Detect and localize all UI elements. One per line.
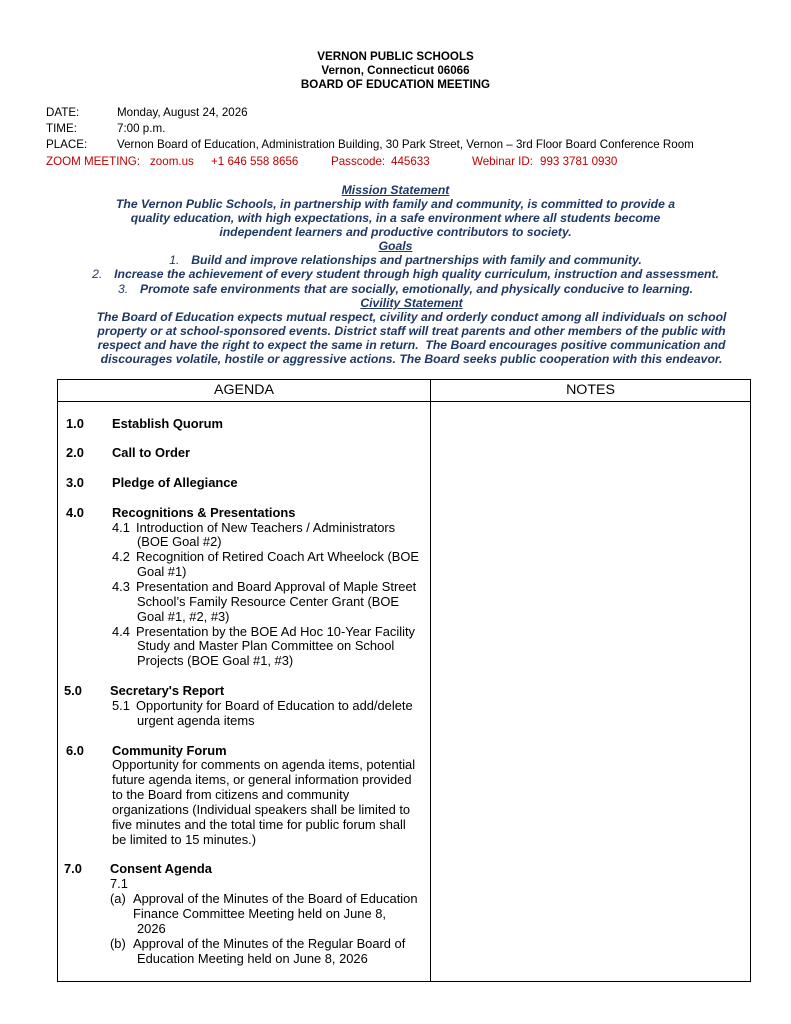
consent-item-label: (a) xyxy=(110,891,126,907)
zoom-site: zoom.us xyxy=(150,155,194,168)
agenda-item-title: Secretary's Report xyxy=(110,683,225,699)
agenda-subitem-5-1 xyxy=(58,699,430,729)
subitem-row xyxy=(58,535,430,550)
subitem-text-line: (BOE Goal #2) xyxy=(137,534,222,550)
district-name: VERNON PUBLIC SCHOOLS xyxy=(317,50,474,63)
agenda-item-call-to-order xyxy=(58,446,430,461)
subitem-number: 4.4 xyxy=(112,623,130,639)
subitem-row xyxy=(58,610,430,625)
notes-column-header: NOTES xyxy=(566,382,615,398)
place-label: PLACE: xyxy=(46,138,88,151)
agenda-column xyxy=(58,402,430,966)
civility-line: respect and have the right to expect the same in return. The Board encourages positive communication and xyxy=(97,337,726,352)
passcode: 445633 xyxy=(391,155,430,168)
mission-line: quality education, with high expectations, in a safe environment where all students become xyxy=(130,211,661,226)
description-row xyxy=(58,818,430,833)
subitem-row xyxy=(58,714,430,729)
subitem-row xyxy=(58,521,430,536)
agenda-item-title: Recognitions & Presentations xyxy=(112,504,296,520)
line-spacer xyxy=(58,491,430,506)
consent-row xyxy=(58,922,430,937)
consent-item-b xyxy=(58,937,430,967)
subitem-text-line: Presentation and Board Approval of Maple Street xyxy=(136,579,417,595)
meeting-time: 7:00 p.m. xyxy=(117,122,166,135)
description-line: Opportunity for comments on agenda items, potential xyxy=(112,757,416,773)
agenda-subitem-4-1 xyxy=(58,521,430,551)
agenda-subitem-4-4 xyxy=(58,625,430,670)
goal-text: Build and improve relationships and partnerships with family and community. xyxy=(191,253,642,268)
date-label: DATE: xyxy=(46,106,80,119)
description-line: to the Board from citizens and community xyxy=(112,787,350,803)
section-row xyxy=(58,877,430,892)
line-spacer xyxy=(58,848,430,863)
subitem-row xyxy=(58,550,430,565)
time-row xyxy=(46,121,694,137)
agenda-item-title: Community Forum xyxy=(112,742,227,758)
mission-line: independent learners and productive contributors to society. xyxy=(219,225,572,240)
consent-row xyxy=(58,952,430,967)
line-spacer xyxy=(58,431,430,446)
subitem-number: 4.1 xyxy=(112,519,130,535)
agenda-item-number: 1.0 xyxy=(66,415,84,431)
agenda-item-heading-row xyxy=(58,862,430,877)
agenda-item-secretarys-report xyxy=(58,684,430,729)
civility-line: The Board of Education expects mutual respect, civility and orderly conduct among all individuals on school xyxy=(96,309,727,324)
description-row xyxy=(58,833,430,848)
agenda-item-number: 4.0 xyxy=(66,504,84,520)
subitem-row xyxy=(58,565,430,580)
description-line: be limited to 15 minutes.) xyxy=(112,831,257,847)
zoom-meeting-info xyxy=(0,154,791,170)
agenda-item-number: 3.0 xyxy=(66,475,84,491)
table-header-row xyxy=(58,380,750,402)
mission-heading: Mission Statement xyxy=(341,183,450,197)
subitem-row xyxy=(58,595,430,610)
passcode-label: Passcode: xyxy=(331,155,386,168)
goal-item xyxy=(10,282,791,296)
subitem-text-line: urgent agenda items xyxy=(137,712,255,728)
description-row xyxy=(58,773,430,788)
mission-line: The Vernon Public Schools, in partnership with family and community, is committed to provide a xyxy=(115,197,676,212)
time-label: TIME: xyxy=(46,122,77,135)
subitem-text-line: Presentation by the BOE Ad Hoc 10-Year Facility xyxy=(136,623,415,639)
agenda-subitem-4-2 xyxy=(58,550,430,580)
subitem-text-line: School’s Family Resource Center Grant (BOE xyxy=(137,593,399,609)
webinar-id-label: Webinar ID: xyxy=(472,155,533,168)
agenda-item-number: 7.0 xyxy=(64,861,82,877)
agenda-item-number: 5.0 xyxy=(64,683,82,699)
subitem-text-line: Goal #1, #2, #3) xyxy=(137,608,230,624)
goal-item xyxy=(10,253,791,267)
subitem-row xyxy=(58,625,430,640)
agenda-item-community-forum xyxy=(58,744,430,848)
consent-item-text-line: Approval of the Minutes of the Regular Board of xyxy=(133,935,406,951)
consent-row xyxy=(58,907,430,922)
meeting-place: Vernon Board of Education, Administration Building, 30 Park Street, Vernon – 3rd Floor Board Conference Room xyxy=(117,138,694,151)
notes-column xyxy=(431,402,750,981)
subitem-number: 4.3 xyxy=(112,579,130,595)
description-line: organizations (Individual speakers shall be limited to xyxy=(112,801,411,817)
agenda-item-title: Establish Quorum xyxy=(112,415,224,431)
agenda-item-pledge-of-allegiance xyxy=(58,476,430,491)
zoom-phone: +1 646 558 8656 xyxy=(211,155,299,168)
section-number: 7.1 xyxy=(110,876,128,892)
webinar-id: 993 3781 0930 xyxy=(540,155,618,168)
agenda-item-title: Call to Order xyxy=(112,445,191,461)
zoom-label: ZOOM MEETING: xyxy=(46,155,141,168)
agenda-item-heading-row xyxy=(58,744,430,759)
line-spacer xyxy=(58,461,430,476)
agenda-item-recognitions-presentations xyxy=(58,506,430,669)
agenda-item-consent-agenda xyxy=(58,862,430,966)
description-line: future agenda items, or general information provided xyxy=(112,772,412,788)
description-row xyxy=(58,758,430,773)
goal-number: 3. xyxy=(117,281,129,296)
consent-item-text-line: Education Meeting held on June 8, 2026 xyxy=(137,950,368,966)
line-spacer xyxy=(58,669,430,684)
goal-number: 2. xyxy=(92,267,103,282)
subitem-number: 4.2 xyxy=(112,549,130,565)
subitem-row xyxy=(58,699,430,714)
agenda-table xyxy=(57,379,751,982)
meeting-date: Monday, August 24, 2026 xyxy=(117,106,248,119)
subitem-text-line: Recognition of Retired Coach Art Wheelock (BOE xyxy=(136,549,420,565)
statements-block xyxy=(0,183,791,366)
subitem-row xyxy=(58,639,430,654)
goal-text: Promote safe environments that are socially, emotionally, and physically conducive to learning. xyxy=(139,281,694,296)
agenda-item-number: 6.0 xyxy=(66,742,84,758)
subitem-number: 5.1 xyxy=(112,697,130,713)
subitem-text-line: Goal #1) xyxy=(137,564,187,580)
subitem-row xyxy=(58,654,430,669)
description-line: five minutes and the total time for public forum shall xyxy=(112,816,406,832)
consent-row xyxy=(58,937,430,952)
consent-item-text-line: 2026 xyxy=(137,920,166,936)
meeting-title: BOARD OF EDUCATION MEETING xyxy=(300,78,491,91)
agenda-item-title: Pledge of Allegiance xyxy=(112,475,238,491)
subitem-text-line: Study and Master Plan Committee on School xyxy=(137,638,395,654)
civility-line: discourages volatile, hostile or aggressive actions. The Board seeks public cooperation with this endeavor. xyxy=(100,351,723,366)
consent-item-text-line: Approval of the Minutes of the Board of Education xyxy=(133,891,418,907)
agenda-item-number: 2.0 xyxy=(66,445,84,461)
goal-item xyxy=(10,267,791,281)
description-row xyxy=(58,788,430,803)
agenda-item-establish-quorum xyxy=(58,417,430,432)
goal-number: 1. xyxy=(169,253,180,268)
subitem-text-line: Opportunity for Board of Education to add/delete xyxy=(136,697,413,713)
district-location: Vernon, Connecticut 06066 xyxy=(321,64,470,77)
civility-line: property or at school-sponsored events. District staff will treat parents and other members of the public with xyxy=(97,323,726,338)
agenda-column-header: AGENDA xyxy=(214,382,274,398)
consent-item-text-line: Finance Committee Meeting held on June 8, xyxy=(133,905,386,921)
goals-heading: Goals xyxy=(378,239,413,254)
agenda-item-title: Consent Agenda xyxy=(110,861,212,877)
document-header xyxy=(0,50,791,92)
line-spacer xyxy=(58,729,430,744)
date-row xyxy=(46,105,694,121)
meeting-details xyxy=(46,105,694,153)
agenda-item-heading-row xyxy=(58,506,430,521)
agenda-subitem-4-3 xyxy=(58,580,430,625)
subitem-text-line: Projects (BOE Goal #1, #3) xyxy=(137,653,294,669)
consent-row xyxy=(58,892,430,907)
subitem-text-line: Introduction of New Teachers / Administrators xyxy=(136,519,396,535)
civility-heading: Civility Statement xyxy=(360,295,463,310)
description-row xyxy=(58,803,430,818)
consent-item-a xyxy=(58,892,430,937)
subitem-row xyxy=(58,580,430,595)
consent-item-label: (b) xyxy=(110,935,126,951)
goal-text: Increase the achievement of every student through high quality curriculum, instruction and assessment. xyxy=(114,267,719,282)
place-row xyxy=(46,137,694,153)
agenda-item-heading-row xyxy=(58,684,430,699)
